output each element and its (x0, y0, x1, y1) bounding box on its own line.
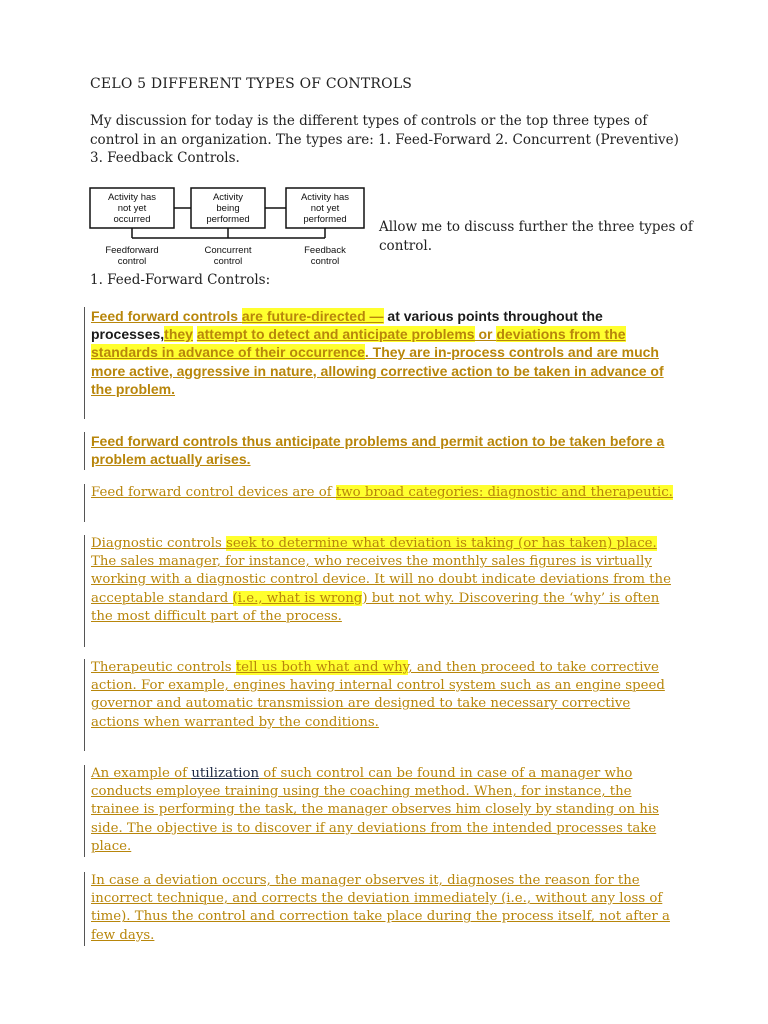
p1-s1: Feed forward controls (91, 308, 242, 324)
p6-s2: utilization (191, 766, 260, 781)
section-heading: 1. Feed-Forward Controls: (90, 272, 271, 288)
p7-text: In case a deviation occurs, the manager observes it, diagnoses the reason for the incorrect technique, and corrects the deviation immediately (i.e., without any loss of time). Thus the control and correction take place during the process itself, not after a few days. (91, 873, 670, 943)
diagram-box-1-line-3: occurred (113, 214, 151, 225)
p1-s4: at various points throughout the processes, (91, 308, 603, 343)
diagram-label-1-line-2: control (117, 256, 147, 267)
paragraph-3 (84, 484, 677, 522)
p1-s10: . They are in-process controls and are much more active, aggressive in nature, allowing corrective action to be taken in advance of the problem. (91, 344, 664, 397)
paragraph-1 (84, 307, 677, 419)
p1-s5: they (164, 326, 193, 343)
p4-s1: Diagnostic controls (91, 536, 227, 551)
paragraph-6 (84, 765, 677, 857)
diagram-box-2-line-3: performed (206, 214, 250, 225)
p3-s2: two broad categories: diagnostic and therapeutic. (335, 485, 673, 500)
diagram-label-2-line-2: control (213, 256, 243, 267)
p5-s1: Therapeutic controls (91, 660, 236, 675)
p1-s3: — (365, 308, 384, 324)
controls-diagram-svg (88, 186, 372, 270)
p4-s4: (i.e., what is wrong (232, 590, 363, 606)
diagram-box-3-line-3: performed (303, 214, 347, 225)
paragraph-4 (84, 535, 677, 647)
diagram-box-1-line-2: not yet (117, 203, 147, 214)
p1-s7: attempt to detect and anticipate problems (196, 326, 475, 343)
diagram-label-3-line-2: control (310, 256, 340, 267)
p6-s3: of such control can be found in case of a manager who conducts employee training using the coaching method. When, for instance, the trainee is performing the task, the manager observes him closely by standing on his side. The objective is to discover if any deviations from the intended processes take place. (91, 766, 659, 854)
diagram-label-1-line-1: Feedforward (105, 245, 159, 256)
p5-s3: , and then proceed to take corrective action. For example, engines having internal control system such as an engine speed governor and automatic transmission are designed to take necessary corrective actions when warranted by the conditions. (91, 660, 665, 730)
p6-s1: An example of (91, 766, 192, 781)
paragraph-5 (84, 659, 677, 751)
p1-s8: or (474, 326, 497, 343)
paragraph-2 (84, 432, 677, 470)
diagram-box-2-line-1: Activity (212, 192, 244, 203)
diagram-label-2-line-1: Concurrent (204, 245, 252, 256)
p5-s2: tell us both what and why (235, 660, 409, 675)
diagram-side-text: Allow me to discuss further the three types of control. (379, 219, 693, 254)
document-title: CELO 5 DIFFERENT TYPES OF CONTROLS (90, 76, 413, 92)
p4-s5: ) but not why. Discovering the ‘why’ is often the most difficult part of the process. (91, 590, 660, 624)
paragraph-7 (84, 872, 677, 946)
intro-paragraph: My discussion for today is the different types of controls or the top three types of control in an organization. The types are: 1. Feed-Forward 2. Concurrent (Preventive) 3. Feedback Controls. (90, 113, 679, 166)
diagram-box-1-line-1: Activity has (107, 192, 157, 203)
p4-s3: The sales manager, for instance, who receives the monthly sales figures is virtually working with a diagnostic control device. It will no doubt indicate deviations from the acceptable standard (91, 554, 671, 606)
p1-s9: deviations from the standards in advance of their occurrence (91, 326, 626, 361)
p4-s2: seek to determine what deviation is taking (or has taken) place. (226, 536, 657, 551)
p1-s2: are future-directed (241, 308, 366, 324)
p3-s1: Feed forward control devices are of (91, 485, 336, 500)
diagram-label-3-line-1: Feedback (304, 245, 346, 256)
p2-text: Feed forward controls thus anticipate problems and permit action to be taken before a problem actually arises. (91, 433, 665, 468)
controls-diagram (88, 186, 372, 270)
diagram-box-2-line-2: being (216, 203, 240, 214)
diagram-box-3-line-1: Activity has (300, 192, 350, 203)
diagram-box-3-line-2: not yet (310, 203, 340, 214)
